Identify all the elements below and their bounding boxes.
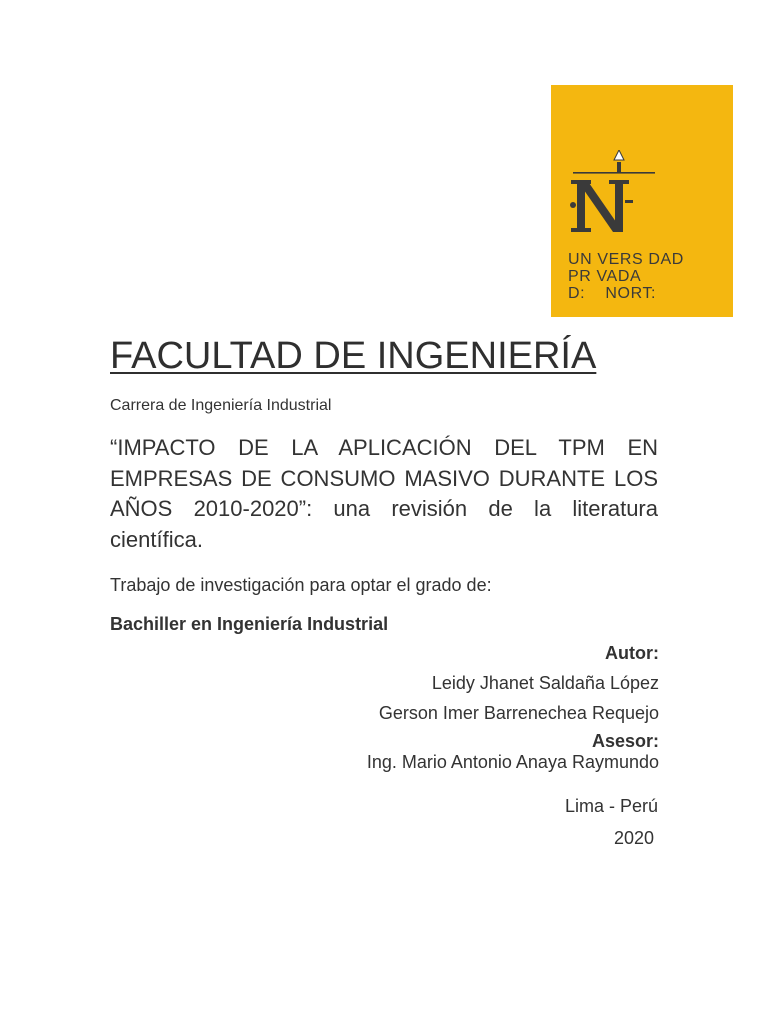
degree-intro: Trabajo de investigación para optar el grado de:	[110, 575, 492, 595]
faculty-title: FACULTAD DE INGENIERÍA	[110, 335, 597, 377]
thesis-title: “IMPACTO DE LA APLICACIÓN DEL TPM EN EMPRESAS DE CONSUMO MASIVO DURANTE LOS AÑOS 2010-2020”: una revisión de la literatura científica.	[110, 435, 658, 552]
author-label: Autor:	[605, 643, 659, 663]
advisor-name: Ing. Mario Antonio Anaya Raymundo	[366, 752, 659, 772]
logo-text-line-3: D: NORT:	[568, 285, 657, 302]
logo-wordmark	[568, 251, 684, 302]
year: 2020	[613, 828, 654, 848]
logo-text-line-1: UN VERS DAD	[568, 251, 684, 268]
university-logo	[551, 85, 733, 317]
author-name: Leidy Jhanet Saldaña López	[431, 673, 659, 693]
author-name: Gerson Imer Barrenechea Requejo	[378, 703, 659, 723]
logo-text-line-2: PR VADA	[568, 268, 642, 285]
advisor-label: Asesor:	[591, 731, 659, 751]
n-emblem-icon	[561, 150, 661, 240]
degree-name: Bachiller en Ingeniería Industrial	[110, 614, 389, 634]
location: Lima - Perú	[564, 796, 658, 816]
career-name: Carrera de Ingeniería Industrial	[110, 397, 332, 414]
